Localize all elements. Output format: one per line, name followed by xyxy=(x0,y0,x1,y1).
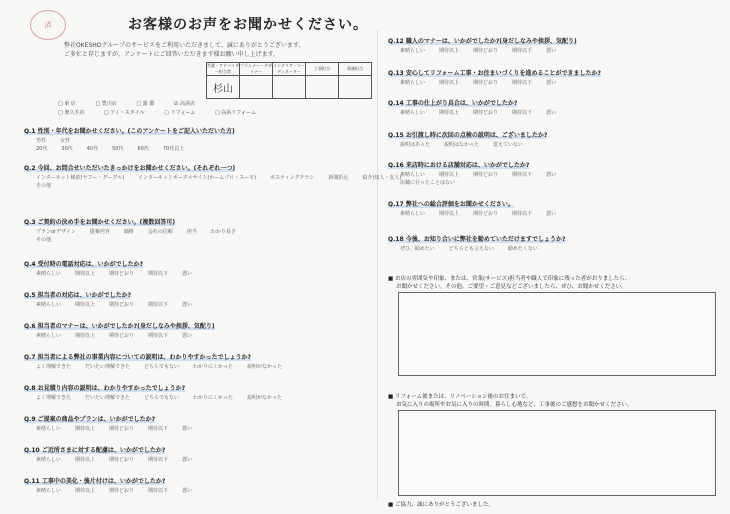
answer-option[interactable]: 素晴らしい xyxy=(36,333,62,339)
answer-options[interactable] xyxy=(36,425,206,432)
staff-table xyxy=(206,62,372,99)
answer-options[interactable] xyxy=(36,301,206,308)
answer-options[interactable] xyxy=(36,270,206,277)
answer-option[interactable]: 素晴らしい xyxy=(36,426,62,432)
answer-option[interactable]: 期待以下 xyxy=(512,80,533,86)
answer-option[interactable]: その他 xyxy=(36,183,52,189)
answer-option[interactable]: 悪い xyxy=(182,426,193,432)
answer-option[interactable]: 提案内容 xyxy=(89,229,110,235)
question-left-1: Q.2 今回、お問合せいただいたきっかけをお聞かせください。(それぞれ一つ) xyxy=(24,165,236,172)
answer-option[interactable]: 40代 xyxy=(86,146,99,152)
question-right-6: Q.18 今後、お知り合いに弊社を勧めていただけますでしょうか? xyxy=(388,236,566,243)
answer-option[interactable]: 期待以上 xyxy=(439,48,460,54)
answer-option[interactable]: 期待以上 xyxy=(75,333,96,339)
answer-option[interactable]: よく理解できた xyxy=(36,364,72,370)
answer-option[interactable]: 期待以下 xyxy=(148,488,169,494)
answer-option[interactable]: どちらとも言えない xyxy=(448,246,494,252)
question-left-7: Q.8 お見積り内容の説明は、わかりやすかったでしょうか? xyxy=(24,385,186,392)
question-left-4: Q.5 担当者の対応は、いかがでしたか? xyxy=(24,292,132,299)
answer-options[interactable] xyxy=(36,394,296,401)
question-left-8: Q.9 ご提案の商品やプランは、いかがでしたか? xyxy=(24,416,156,423)
answer-option[interactable]: 店舗に行ったことはない xyxy=(400,180,456,186)
question-right-2: Q.14 工事の仕上がり具合は、いかがでしたか? xyxy=(388,100,518,107)
answer-option[interactable]: 悪い xyxy=(182,488,193,494)
answer-options[interactable] xyxy=(400,141,537,148)
answer-option[interactable]: 悪い xyxy=(182,302,193,308)
answer-option[interactable]: 期待どおり xyxy=(109,488,135,494)
answer-options[interactable] xyxy=(400,210,570,217)
answer-option[interactable]: 素晴らしい xyxy=(36,302,62,308)
answer-option[interactable]: 悪い xyxy=(182,271,193,277)
answer-option[interactable]: 期待以下 xyxy=(148,302,169,308)
answer-option[interactable]: 悪い xyxy=(546,110,557,116)
staff-cell[interactable] xyxy=(339,76,372,99)
answer-option[interactable]: インターネットポータルサイト(ホームプロ・スーモ) xyxy=(138,175,257,181)
question-left-3: Q.4 受付時の電話対応は、いかがでしたか? xyxy=(24,261,144,268)
question-left-0: Q.1 性別・年代をお聞かせください。(このアンケートをご記入いただいた方) xyxy=(24,128,235,135)
answer-option[interactable]: 20代 xyxy=(36,146,48,152)
answer-option[interactable]: 期待以下 xyxy=(148,333,169,339)
question-left-5: Q.6 担当者のマナーは、いかがでしたか?(身だしなみや挨拶、気配り) xyxy=(24,323,215,330)
answer-option[interactable]: 期待以下 xyxy=(512,211,533,217)
answer-option[interactable]: 期待以上 xyxy=(439,80,460,86)
answer-option[interactable]: 素晴らしい xyxy=(36,457,62,463)
staff-cell[interactable] xyxy=(306,76,339,99)
answer-options-2[interactable] xyxy=(36,145,198,152)
answer-option[interactable]: 素晴らしい xyxy=(400,172,426,178)
answer-option[interactable]: 期待以上 xyxy=(75,457,96,463)
answer-options[interactable] xyxy=(36,332,206,339)
answer-option[interactable]: 60代 xyxy=(137,146,149,152)
answer-option[interactable]: よく理解できた xyxy=(36,395,72,401)
staff-header: インテリア・コーディネーター xyxy=(273,63,305,74)
staff-cell[interactable] xyxy=(273,76,306,99)
answer-option[interactable]: 期待どおり xyxy=(473,80,499,86)
answer-option[interactable]: 悪い xyxy=(546,48,557,54)
question-left-2: Q.3 ご契約の決め手をお聞かせください。(複数回答可) xyxy=(24,219,176,226)
question-left-6: Q.7 担当者による弊社の事業内容についての説明は、わかりやすかったでしょうか? xyxy=(24,354,252,361)
comment-2-title: ■ リフォーム後または、リノベーション後のお住まいで、 xyxy=(388,394,532,400)
answer-options-2[interactable] xyxy=(36,236,65,243)
answer-options[interactable] xyxy=(400,171,570,178)
answer-option[interactable]: 素晴らしい xyxy=(400,48,426,54)
answer-option[interactable]: 期待どおり xyxy=(109,302,135,308)
answer-option[interactable]: 新聞折込 xyxy=(328,175,349,181)
answer-options[interactable] xyxy=(400,47,570,54)
answer-option[interactable]: 期待どおり xyxy=(109,333,135,339)
question-left-10: Q.11 工事中の美化・後片付けは、いかがでしたか? xyxy=(24,478,166,485)
answer-options[interactable] xyxy=(36,228,250,235)
answer-options-2[interactable] xyxy=(36,182,65,189)
answer-option[interactable]: 素晴らしい xyxy=(36,271,62,277)
answer-option[interactable]: ポスティングチラシ xyxy=(270,175,315,181)
answer-option[interactable]: 期待以下 xyxy=(148,426,169,432)
footer-thanks: ■ ご協力、誠にありがとうございました。 xyxy=(388,502,494,508)
store-checks-row-2[interactable]: □ 奥久手店 □ アイ・スタイル □ リフォーム □ 高浜リフォーム xyxy=(58,110,257,116)
question-right-5: Q.17 弊社への総合評価をお聞かせください。 xyxy=(388,201,514,208)
answer-option[interactable]: 期待以上 xyxy=(75,302,96,308)
answer-option[interactable]: 紹介(知人・友人) xyxy=(362,175,402,181)
answer-option[interactable]: 期待どおり xyxy=(109,271,135,277)
answer-option[interactable]: 期待どおり xyxy=(473,110,499,116)
answer-options[interactable] xyxy=(36,363,296,370)
answer-option[interactable]: 会社の信頼 xyxy=(147,229,173,235)
staff-name-cell[interactable]: 杉山 xyxy=(207,76,240,99)
answer-option[interactable]: 期待以上 xyxy=(75,426,96,432)
answer-option[interactable]: 期待どおり xyxy=(109,426,135,432)
answer-option[interactable]: プランorデザイン xyxy=(36,229,76,235)
answer-option[interactable]: 担当 xyxy=(186,229,197,235)
answer-option[interactable]: 期待以下 xyxy=(512,48,533,54)
answer-option[interactable]: 期待以上 xyxy=(75,488,96,494)
answer-option[interactable]: 説明がなかった xyxy=(247,395,283,401)
answer-options[interactable] xyxy=(36,487,206,494)
answer-option[interactable]: 男性 xyxy=(36,138,47,144)
comment-1-title-2: お聞かせください。その他、ご要望・ご意見などございましたら、ぜひ、お聞かせください。 xyxy=(396,284,627,290)
answer-options[interactable] xyxy=(400,245,552,252)
staff-header: 事務担当 xyxy=(339,63,372,76)
comment-2-title-2: お気に入りの場所やお気に入りの時間、暮らし心地など、工事後のご感想をお聞かせください。 xyxy=(396,402,633,408)
answer-options[interactable] xyxy=(400,79,570,86)
answer-option[interactable]: インターネット検索(ヤフー・グーグル) xyxy=(36,175,125,181)
answer-option[interactable]: ぜひ、勧めたい xyxy=(400,246,435,252)
answer-options[interactable] xyxy=(400,109,570,116)
answer-option[interactable]: わかりにくかった xyxy=(192,364,233,370)
question-right-0: Q.12 職人のマナーは、いかがでしたか?(身だしなみや挨拶、気配り) xyxy=(388,38,577,45)
staff-header: 営業・アドバイザー担当者 xyxy=(207,63,239,74)
answer-option[interactable]: 覚えていない xyxy=(492,142,523,148)
staff-cell[interactable] xyxy=(240,76,273,99)
answer-option[interactable]: 期待どおり xyxy=(473,172,499,178)
answer-option[interactable]: 悪い xyxy=(546,80,557,86)
answer-option[interactable]: 期待以上 xyxy=(75,271,96,277)
answer-option[interactable]: 素晴らしい xyxy=(400,211,426,217)
question-right-1: Q.13 安心してリフォーム工事・お住まいづくりを進めることができましたか? xyxy=(388,70,602,77)
page-title: お客様のお声をお聞かせください。 xyxy=(128,17,368,33)
answer-option[interactable]: 期待以下 xyxy=(512,172,533,178)
staff-header: プランナー・デザイナー xyxy=(240,63,272,74)
staff-header: 工事担当 xyxy=(306,63,339,76)
answer-options[interactable] xyxy=(36,174,415,181)
answer-option[interactable]: 勧めたくない xyxy=(507,246,538,252)
answer-option[interactable]: どちらでもない xyxy=(144,364,179,370)
answer-option[interactable]: 期待以下 xyxy=(148,457,169,463)
intro-line-1: 弊社OKESHOグループのサービスをご利用いただきまして、誠にありがとうございます。 xyxy=(64,42,305,49)
answer-option[interactable]: だいたい理解できた xyxy=(85,364,131,370)
answer-option[interactable]: 期待以上 xyxy=(439,211,460,217)
answer-option[interactable]: 説明はなかった xyxy=(443,142,479,148)
answer-option[interactable]: 期待以下 xyxy=(512,110,533,116)
answer-option[interactable]: 期待以上 xyxy=(439,172,460,178)
answer-option[interactable]: 期待以上 xyxy=(439,110,460,116)
comment-1-box[interactable] xyxy=(398,292,716,376)
answer-option[interactable]: 素晴らしい xyxy=(400,80,426,86)
question-right-3: Q.15 お引渡し時に次回の点検の説明は、ございましたか? xyxy=(388,132,548,139)
answer-option[interactable]: 期待どおり xyxy=(473,211,499,217)
answer-options[interactable] xyxy=(36,456,206,463)
store-checks-row-1[interactable]: □ 東 店 □ 豊川店 □ 蒲 郡 ☑ 高浜店 xyxy=(58,101,195,107)
answer-option[interactable]: 70代以上 xyxy=(162,146,185,152)
answer-option[interactable]: わかり易さ xyxy=(210,229,236,235)
answer-option[interactable]: 悪い xyxy=(182,457,193,463)
answer-option[interactable]: 説明はあった xyxy=(400,142,430,148)
answer-option[interactable]: 素晴らしい xyxy=(36,488,62,494)
comment-1-title: ■ お店の雰囲気や印象、または、営業(サービス)担当者や職人で印象に残った者がおりましたら、 xyxy=(388,276,631,282)
intro-line-2: ご多忙と存じますが、アンケートにご回答いただきます様お願い申し上げます。 xyxy=(64,51,280,58)
comment-2-box[interactable] xyxy=(398,410,716,496)
question-right-4: Q.16 来店時における店舗対応は、いかがでしたか? xyxy=(388,162,530,169)
answer-option[interactable]: 悪い xyxy=(182,333,193,339)
answer-option[interactable]: 悪い xyxy=(546,211,557,217)
answer-option[interactable]: 女性 xyxy=(60,138,71,144)
answer-option[interactable]: 期待どおり xyxy=(109,457,135,463)
answer-options[interactable] xyxy=(36,137,84,144)
answer-option[interactable]: 期待以下 xyxy=(148,271,169,277)
answer-option[interactable]: 価格 xyxy=(123,229,134,235)
answer-option[interactable]: 30代 xyxy=(61,146,73,152)
answer-option[interactable]: 悪い xyxy=(546,172,557,178)
answer-option[interactable]: 素晴らしい xyxy=(400,110,426,116)
received-stamp: 済 xyxy=(30,10,66,40)
answer-option[interactable]: だいたい理解できた xyxy=(85,395,131,401)
question-left-9: Q.10 ご近所さまに対する配慮は、いかがでしたか? xyxy=(24,447,166,454)
answer-option[interactable]: わかりにくかった xyxy=(192,395,233,401)
answer-option[interactable]: その他 xyxy=(36,237,52,243)
answer-option[interactable]: 説明がなかった xyxy=(247,364,283,370)
answer-option[interactable]: 期待どおり xyxy=(473,48,499,54)
answer-option[interactable]: 50代 xyxy=(112,146,124,152)
answer-options-2[interactable] xyxy=(400,179,469,186)
answer-option[interactable]: どちらでもない xyxy=(144,395,179,401)
column-divider xyxy=(377,30,378,500)
